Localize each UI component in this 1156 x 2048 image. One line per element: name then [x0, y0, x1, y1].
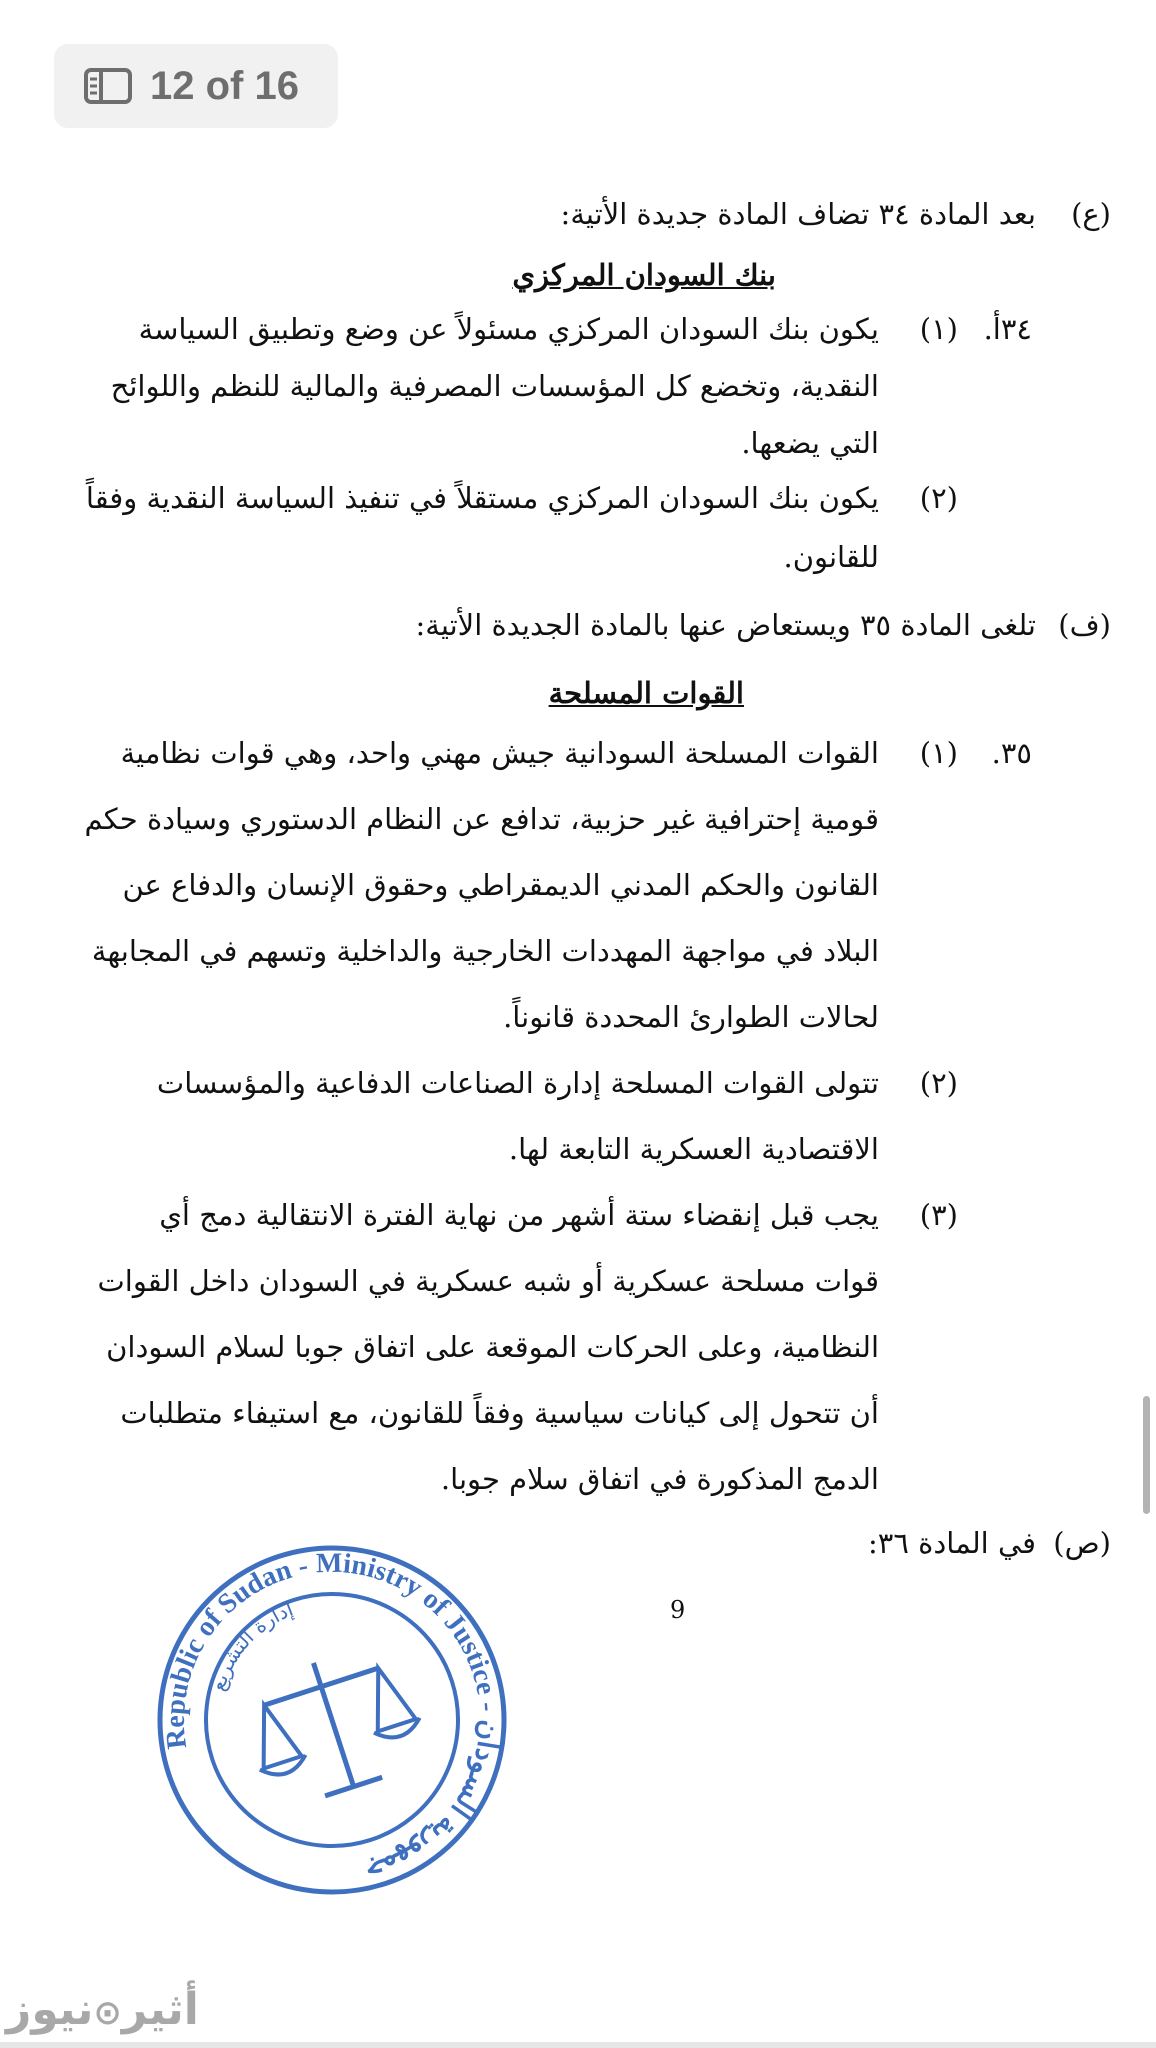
clause-line: يجب قبل إنقضاء ستة أشهر من نهاية الفترة الانتقالية دمج أي	[159, 1198, 879, 1232]
item-marker: (ع)	[1071, 197, 1111, 231]
clause-line: النقدية، وتخضع كل المؤسسات المصرفية والمالية للنظم واللوائح	[110, 369, 879, 403]
page-indicator-label: 12 of 16	[150, 63, 299, 108]
item-text: في المادة ٣٦:	[867, 1526, 1036, 1560]
article-number: ٣٤أ.	[983, 312, 1032, 346]
clause-line: يكون بنك السودان المركزي مسئولاً عن وضع وتطبيق السياسة	[138, 312, 879, 346]
item-text: بعد المادة ٣٤ تضاف المادة جديدة الأتية:	[560, 197, 1036, 231]
clause-line: البلاد في مواجهة المهددات الخارجية والداخلية وتسهم في المجابهة	[91, 934, 879, 968]
item-text: تلغى المادة ٣٥ ويستعاض عنها بالمادة الجديدة الأتية:	[415, 608, 1036, 642]
clause-line: القانون والحكم المدني الديمقراطي وحقوق الإنسان والدفاع عن	[122, 868, 879, 902]
clause-line: يكون بنك السودان المركزي مستقلاً في تنفيذ السياسة النقدية وفقاً	[85, 481, 879, 515]
section-heading: بنك السودان المركزي	[512, 258, 776, 292]
clause-line: الاقتصادية العسكرية التابعة لها.	[508, 1132, 879, 1166]
svg-text:إدارة التشريع: إدارة التشريع	[205, 1596, 297, 1694]
watermark-logo: أثير⊙نيوز	[6, 1984, 199, 2035]
clause-line: تتولى القوات المسلحة إدارة الصناعات الدفاعية والمؤسسات	[156, 1066, 879, 1100]
clause-line: قوات مسلحة عسكرية أو شبه عسكرية في السودان داخل القوات	[97, 1264, 879, 1298]
bottom-divider	[0, 2042, 1156, 2048]
ministry-stamp	[152, 1540, 512, 1900]
svg-text:Republic of Sudan - Ministry o: Republic of Sudan - Ministry of Justice - جمهورية السودان	[159, 1547, 505, 1888]
clause-number: (٢)	[919, 1066, 958, 1100]
clause-line: أن تتحول إلى كيانات سياسية وفقاً للقانون، مع استيفاء متطلبات	[120, 1396, 879, 1430]
clause-number: (١)	[919, 312, 958, 346]
clause-number: (٢)	[919, 481, 958, 515]
page-number: 9	[670, 1596, 686, 1624]
clause-number: (١)	[919, 736, 958, 770]
clause-line: لحالات الطوارئ المحددة قانوناً.	[503, 1000, 879, 1034]
scrollbar-thumb[interactable]	[1143, 1396, 1150, 1514]
location-pin-icon: ⊙	[93, 1993, 122, 2033]
clause-line: التي يضعها.	[741, 426, 879, 460]
clause-number: (٣)	[919, 1198, 958, 1232]
clause-line: النظامية، وعلى الحركات الموقعة على اتفاق جوبا لسلام السودان	[106, 1330, 879, 1364]
section-heading: القوات المسلحة	[548, 676, 744, 710]
clause-line: القوات المسلحة السودانية جيش مهني واحد، وهي قوات نظامية	[120, 736, 879, 770]
item-marker: (ص)	[1053, 1526, 1111, 1560]
clause-line: للقانون.	[783, 540, 879, 574]
item-marker: (ف)	[1058, 608, 1111, 642]
clause-line: الدمج المذكورة في اتفاق سلام جوبا.	[440, 1462, 879, 1496]
article-number: ٣٥.	[991, 736, 1032, 770]
clause-line: قومية إحترافية غير حزبية، تدافع عن النظام الدستوري وسيادة حكم	[84, 802, 879, 836]
